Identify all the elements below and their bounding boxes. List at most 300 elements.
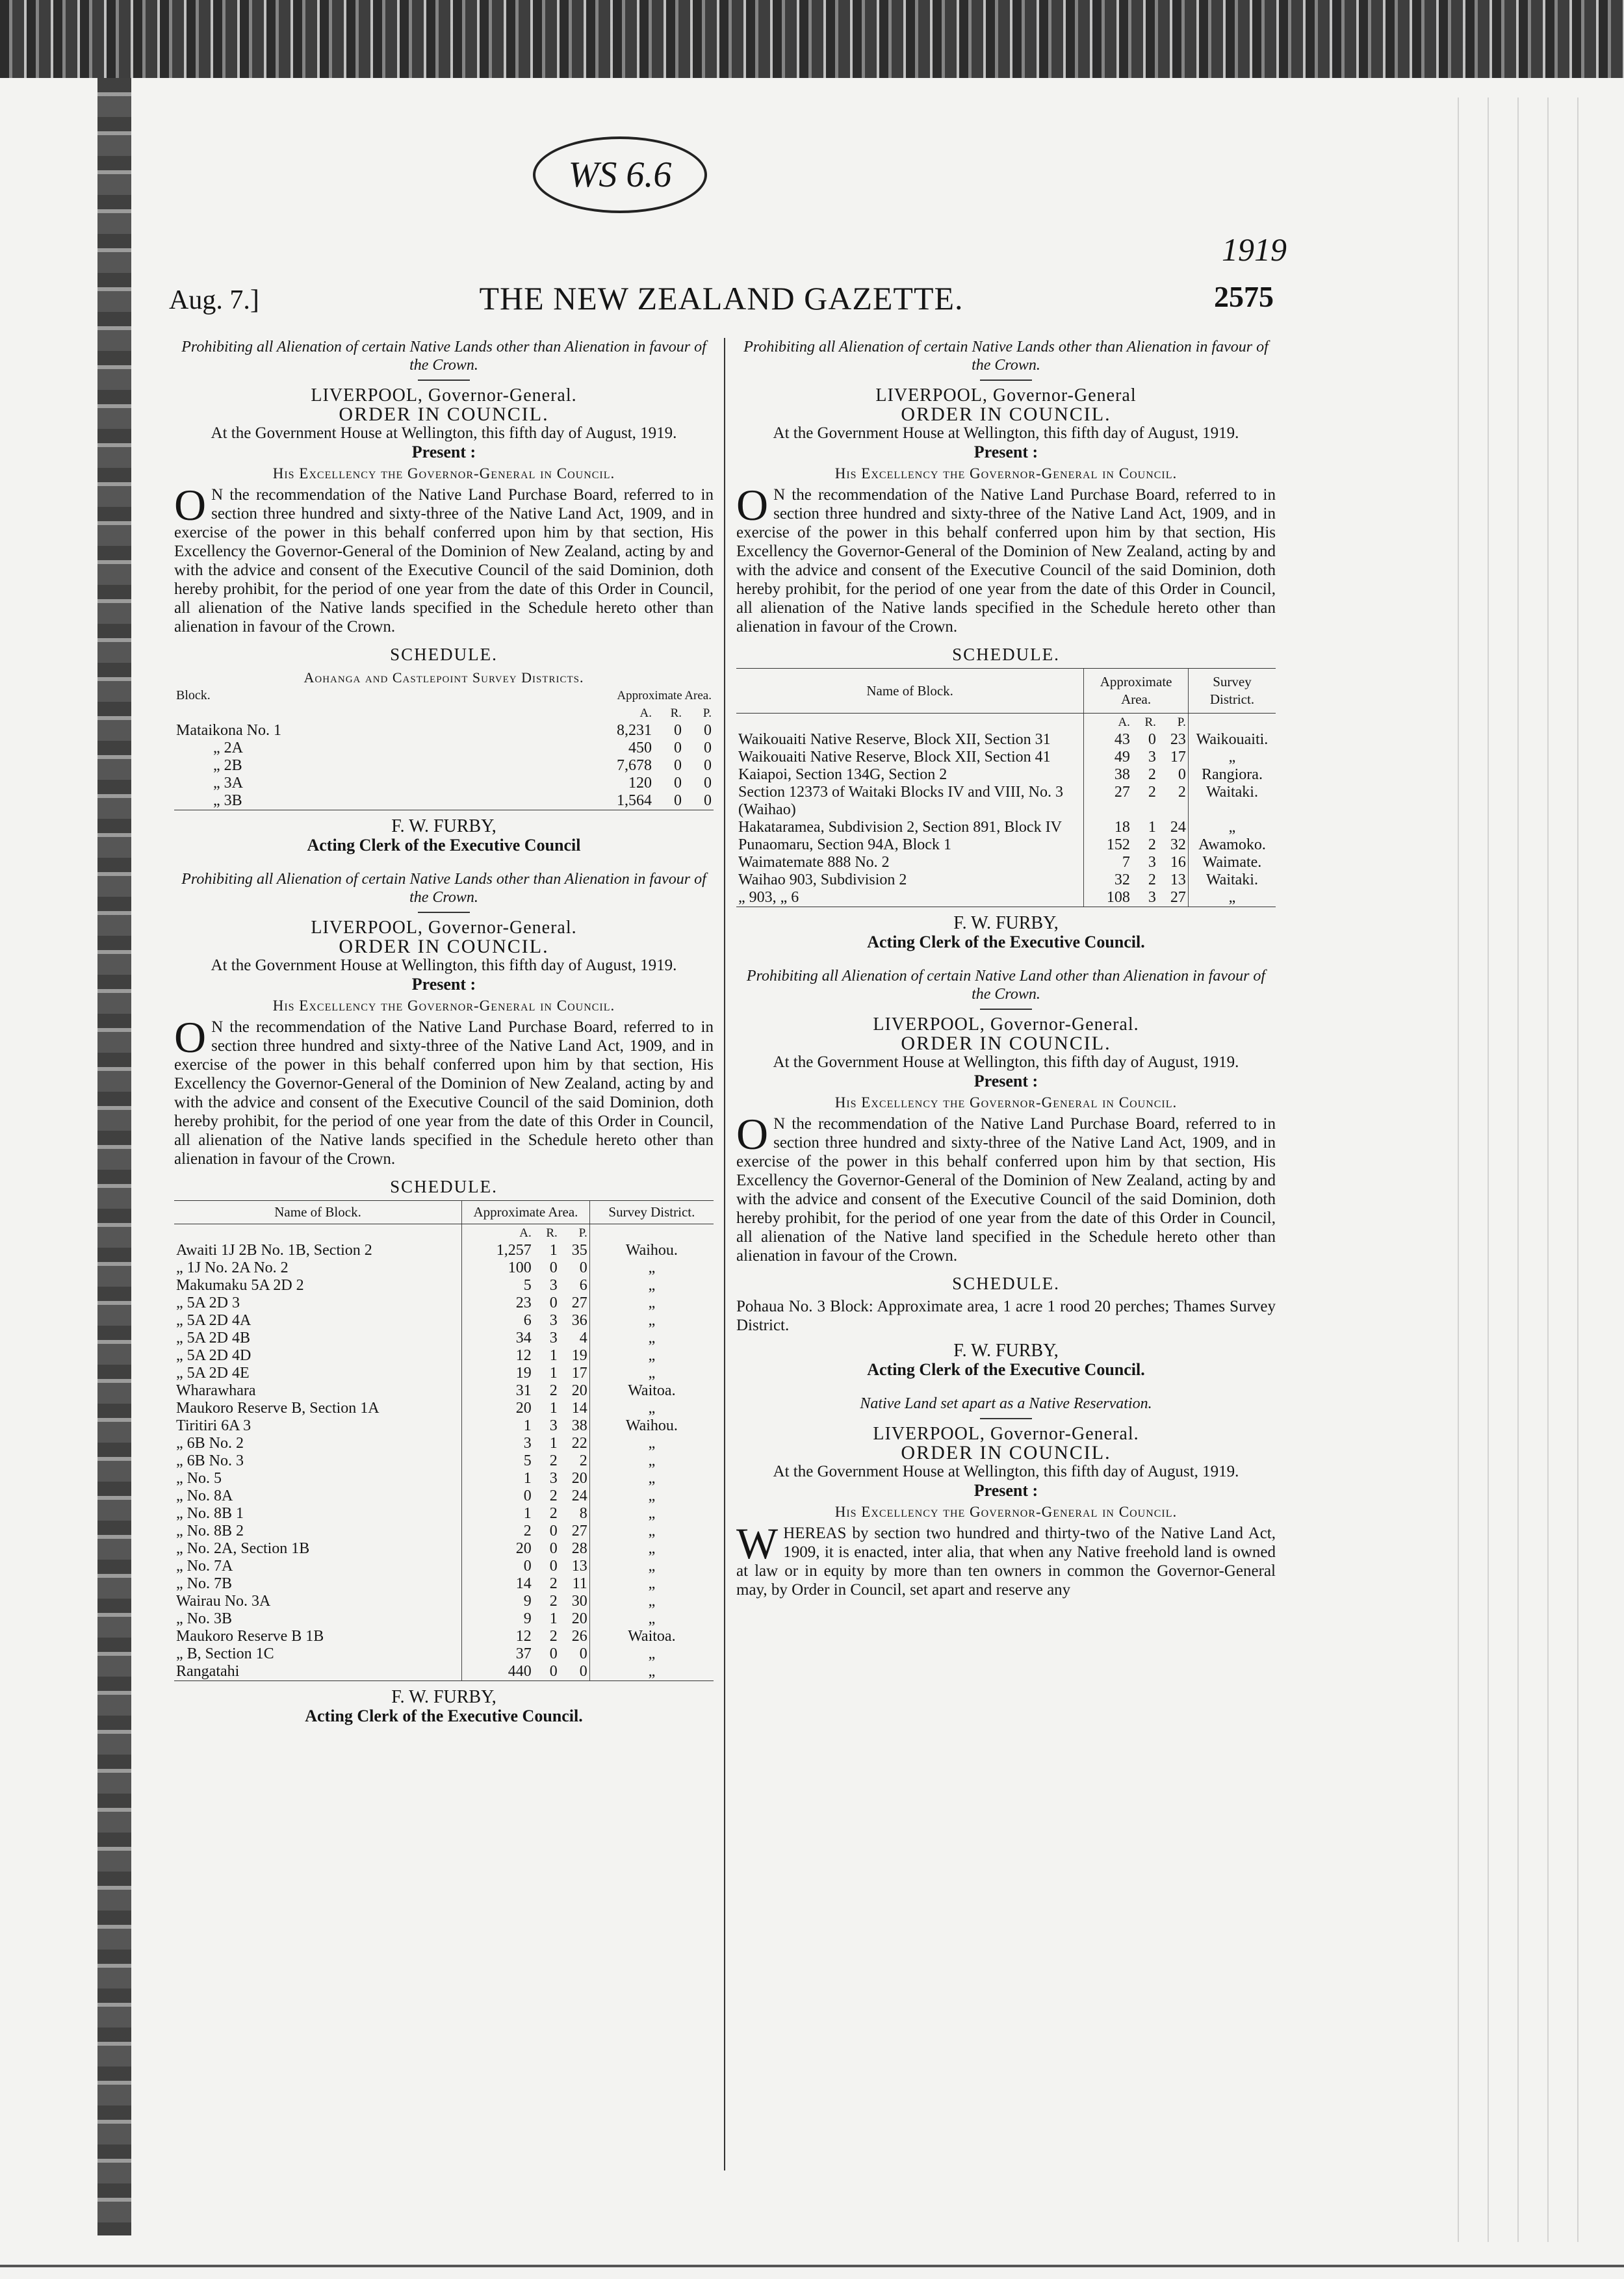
- area-acres: 100: [462, 1259, 534, 1277]
- area-perches: 38: [571, 1417, 587, 1434]
- area-perches: 0: [579, 1645, 587, 1662]
- survey-district: „: [589, 1523, 714, 1540]
- survey-district: „: [1188, 819, 1276, 836]
- area-roods: 0: [654, 792, 684, 810]
- area-roods: 1: [549, 1365, 558, 1382]
- table-row: [736, 854, 1276, 871]
- notice-body: [736, 480, 1276, 636]
- survey-districts: Aohanga and Castlepoint Survey Districts.: [303, 669, 584, 686]
- area-perches: 0: [579, 1259, 587, 1276]
- col-block-header: Block.: [176, 688, 211, 702]
- area-roods: 1: [549, 1610, 558, 1627]
- table-row: [174, 1435, 714, 1452]
- unit-perches: P.: [702, 706, 712, 720]
- his-excellency-line: His Excellency the Governor-General in Council.: [834, 1504, 1178, 1520]
- area-perches: 0: [704, 775, 712, 792]
- survey-district: „: [589, 1330, 714, 1347]
- units-row: [736, 714, 1276, 732]
- area-acres: 152: [1084, 836, 1132, 854]
- survey-district: „: [589, 1663, 714, 1681]
- place-date: At the Government House at Wellington, this fifth day of August, 1919.: [773, 424, 1239, 442]
- area-perches: 0: [704, 740, 712, 756]
- order-title: ORDER IN COUNCIL.: [339, 404, 549, 425]
- table-row: [736, 836, 1276, 854]
- page-number: 2575: [1214, 280, 1274, 313]
- survey-district: „: [589, 1558, 714, 1575]
- survey-district: „: [589, 1294, 714, 1312]
- notice-native-reservation: [736, 1395, 1276, 1599]
- block-name: Rangatahi: [174, 1663, 462, 1681]
- governor-line: LIVERPOOL, Governor-General: [875, 385, 1137, 406]
- area-perches: 30: [571, 1593, 587, 1610]
- block-name: Waikouaiti Native Reserve, Block XII, Section 31: [738, 731, 1051, 748]
- drop-cap: O: [736, 480, 769, 530]
- block-name: Hakataramea, Subdivision 2, Section 891, Block IV: [738, 819, 1062, 836]
- table-row: [174, 1347, 714, 1365]
- table-row: [736, 784, 1276, 819]
- area-roods: 3: [549, 1312, 558, 1329]
- block-name: „ No. 8A: [176, 1487, 233, 1504]
- survey-district: „: [589, 1259, 714, 1277]
- notice-awaiti: [174, 870, 714, 1725]
- block-name: „ 2B: [213, 757, 242, 774]
- block-name: „ 1J No. 2A No. 2: [176, 1259, 289, 1276]
- area-perches: 16: [1170, 854, 1186, 871]
- notice-heading: Prohibiting all Alienation of certain Native Lands other than Alienation in favour of the Crown.: [743, 339, 1269, 374]
- place-date: At the Government House at Wellington, this fifth day of August, 1919.: [773, 1463, 1239, 1480]
- schedule-title: SCHEDULE.: [390, 1177, 498, 1196]
- table-row: [174, 1663, 714, 1681]
- area-roods: 0: [549, 1259, 558, 1276]
- handwritten-year: 1919: [1222, 231, 1287, 268]
- table-row: [736, 766, 1276, 784]
- area-roods: 0: [549, 1645, 558, 1662]
- notice-heading: Prohibiting all Alienation of certain Native Land other than Alienation in favour of the Crown.: [746, 968, 1266, 1003]
- present-label: Present :: [973, 443, 1038, 461]
- area-acres: 20: [462, 1400, 534, 1417]
- area-acres: 32: [1084, 871, 1132, 889]
- area-roods: 0: [549, 1523, 558, 1539]
- order-title: ORDER IN COUNCIL.: [901, 404, 1111, 425]
- survey-district: Waitoa.: [589, 1382, 714, 1400]
- column-divider: [724, 338, 725, 2170]
- governor-line: LIVERPOOL, Governor-General.: [873, 1014, 1139, 1035]
- area-perches: 6: [579, 1277, 587, 1294]
- block-name: „ 903, „ 6: [736, 889, 1084, 907]
- unit-acres: A.: [639, 706, 652, 720]
- area-acres: 8,231: [617, 722, 652, 739]
- area-roods: 2: [549, 1382, 558, 1399]
- block-name: „ 3A: [213, 775, 243, 792]
- area-perches: 27: [571, 1523, 587, 1539]
- table-row: [174, 1382, 714, 1400]
- area-roods: 3: [549, 1277, 558, 1294]
- block-name: „ No. 8B 2: [176, 1523, 244, 1539]
- area-perches: 11: [572, 1575, 587, 1592]
- area-perches: 27: [571, 1294, 587, 1311]
- area-acres: 1,564: [528, 792, 654, 810]
- area-perches: 0: [1178, 766, 1186, 783]
- area-acres: 0: [462, 1558, 534, 1575]
- survey-district: Waimate.: [1188, 854, 1276, 871]
- signature-title: Acting Clerk of the Executive Council.: [867, 933, 1145, 951]
- col-area-header: Approximate Area.: [462, 1201, 590, 1224]
- area-acres: 20: [462, 1540, 534, 1558]
- table-row: [174, 1593, 714, 1610]
- col-area-header: Approximate Area.: [617, 689, 712, 702]
- area-acres: 3: [462, 1435, 534, 1452]
- short-rule: [980, 380, 1032, 381]
- area-roods: 3: [1148, 854, 1156, 871]
- block-name: „ 3B: [174, 792, 528, 810]
- signature-name: F. W. FURBY,: [391, 1687, 496, 1707]
- block-name: Mataikona No. 1: [176, 722, 281, 739]
- table-row: [174, 1330, 714, 1347]
- area-acres: 440: [462, 1663, 534, 1681]
- notice-body: [174, 1012, 714, 1168]
- notice-body: [736, 1109, 1276, 1265]
- signature-name: F. W. FURBY,: [953, 1341, 1059, 1361]
- table-row: [174, 792, 714, 810]
- table-row: [174, 1365, 714, 1382]
- area-roods: 0: [549, 1558, 558, 1575]
- issue-date: Aug. 7.]: [169, 285, 259, 315]
- body-text: N the recommendation of the Native Land Purchase Board, referred to in section three hundred and sixty-three of the Native Land Act, 1909, and in exercise of the power in this behalf conferred upon him by that section, His Excellency the Governor-General of the Dominion of New Zealand, acting by and with the advice and consent of the Executive Council of the said Dominion, doth hereby prohibit, for the period of one year from the date of this Order in Council, all alienation of the Native land specified in the Schedule hereto other than alienation in favour of the Crown.: [736, 1115, 1276, 1265]
- notice-heading: Prohibiting all Alienation of certain Native Lands other than Alienation in favour of the Crown.: [181, 339, 706, 374]
- survey-district: „: [589, 1505, 714, 1523]
- area-perches: 20: [571, 1610, 587, 1627]
- block-name: Waimatemate 888 No. 2: [738, 854, 890, 871]
- order-title: ORDER IN COUNCIL.: [339, 936, 549, 957]
- survey-district: „: [589, 1435, 714, 1452]
- area-perches: 17: [1170, 749, 1186, 766]
- area-perches: 14: [571, 1400, 587, 1417]
- short-rule: [980, 1418, 1032, 1419]
- survey-district: „: [1188, 889, 1276, 907]
- governor-line: LIVERPOOL, Governor-General.: [311, 918, 577, 938]
- block-name: Maukoro Reserve B 1B: [176, 1628, 324, 1645]
- area-roods: 0: [1148, 731, 1156, 748]
- survey-district: Rangiora.: [1188, 766, 1276, 784]
- unit-roods: R.: [670, 706, 682, 720]
- area-roods: 2: [1148, 766, 1156, 783]
- block-name: Maukoro Reserve B, Section 1A: [176, 1400, 380, 1417]
- short-rule: [418, 912, 470, 913]
- col-area-header: Approximate Area.: [1084, 669, 1189, 714]
- signature-title: Acting Clerk of the Executive Council.: [867, 1360, 1145, 1379]
- block-name: „ 5A 2D 3: [176, 1294, 240, 1311]
- signature-title: Acting Clerk of the Executive Council: [307, 836, 581, 855]
- area-perches: 24: [571, 1487, 587, 1504]
- block-name: „ 6B No. 3: [176, 1452, 244, 1469]
- block-name: Wharawhara: [176, 1382, 256, 1399]
- area-acres: 34: [462, 1330, 534, 1347]
- table-row: [736, 889, 1276, 907]
- body-text: N the recommendation of the Native Land Purchase Board, referred to in section three hundred and sixty-three of the Native Land Act, 1909, and in exercise of the power in this behalf conferred upon him by that section, His Excellency the Governor-General of the Dominion of New Zealand, acting by and with the advice and consent of the Executive Council of the said Dominion, doth hereby prohibit, for the period of one year from the date of this Order in Council, all alienation of the Native lands specified in the Schedule hereto other than alienation in favour of the Crown.: [174, 1018, 714, 1168]
- area-acres: 9: [462, 1593, 534, 1610]
- area-roods: 0: [549, 1540, 558, 1557]
- scan-border-bottom: [0, 2265, 1624, 2267]
- area-acres: 23: [462, 1294, 534, 1312]
- unit-roods: R.: [546, 1226, 558, 1240]
- area-perches: 13: [571, 1558, 587, 1575]
- his-excellency-line: His Excellency the Governor-General in Council.: [834, 1094, 1178, 1111]
- survey-district: „: [589, 1347, 714, 1365]
- survey-district: „: [589, 1487, 714, 1505]
- survey-district: „: [589, 1593, 714, 1610]
- handwritten-reference-stamp: [533, 136, 707, 213]
- area-acres: 49: [1084, 749, 1132, 766]
- area-acres: 38: [1084, 766, 1132, 784]
- scan-border-top: [0, 0, 1624, 78]
- units-row: [174, 1224, 714, 1243]
- area-roods: 3: [1148, 749, 1156, 766]
- area-perches: 0: [560, 1663, 590, 1681]
- left-column: [174, 338, 714, 1741]
- notice-body: [736, 1519, 1276, 1599]
- area-acres: 1,257: [462, 1242, 534, 1259]
- table-row: [174, 1452, 714, 1470]
- area-roods: 0: [674, 740, 682, 756]
- area-acres: 450: [628, 740, 652, 756]
- area-perches: 27: [1158, 889, 1189, 907]
- governor-line: LIVERPOOL, Governor-General.: [873, 1424, 1139, 1444]
- notice-body: [174, 480, 714, 636]
- table-row: [174, 1417, 714, 1435]
- table-row: [174, 1610, 714, 1628]
- schedule-title: SCHEDULE.: [952, 645, 1060, 664]
- block-name: „ No. 5: [176, 1470, 222, 1487]
- table-row: [736, 749, 1276, 766]
- table-row: [174, 1242, 714, 1259]
- area-roods: 2: [1148, 836, 1156, 853]
- block-name: „ No. 2A, Section 1B: [176, 1540, 310, 1557]
- area-acres: 108: [1084, 889, 1132, 907]
- notice-pohaua: [736, 967, 1276, 1379]
- table-row: [174, 757, 714, 775]
- present-label: Present :: [973, 1481, 1038, 1500]
- present-label: Present :: [411, 975, 476, 994]
- block-name: „ 5A 2D 4A: [176, 1312, 251, 1329]
- area-roods: 1: [549, 1400, 558, 1417]
- area-perches: 13: [1170, 871, 1186, 888]
- survey-district: „: [589, 1610, 714, 1628]
- present-label: Present :: [973, 1072, 1038, 1090]
- survey-district: Waihou.: [589, 1242, 714, 1259]
- area-perches: 19: [571, 1347, 587, 1364]
- block-name: Waihao 903, Subdivision 2: [738, 871, 907, 888]
- unit-acres: A.: [1084, 714, 1132, 732]
- area-acres: 7,678: [617, 757, 652, 774]
- table-row: [174, 1487, 714, 1505]
- block-name: „ 5A 2D 4E: [176, 1365, 250, 1382]
- table-row: [174, 1259, 714, 1277]
- area-perches: 0: [704, 757, 712, 774]
- area-perches: 20: [571, 1382, 587, 1399]
- area-acres: 1: [462, 1505, 534, 1523]
- order-title: ORDER IN COUNCIL.: [901, 1442, 1111, 1463]
- area-acres: 1: [462, 1417, 534, 1435]
- table-row: [174, 1558, 714, 1575]
- col-name-header: Name of Block.: [174, 1201, 462, 1224]
- area-perches: 28: [571, 1540, 587, 1557]
- block-name: „ No. 8B 1: [176, 1505, 244, 1522]
- area-acres: 31: [462, 1382, 534, 1400]
- survey-district: „: [589, 1400, 714, 1417]
- table-row: [736, 871, 1276, 889]
- area-acres: 2: [462, 1523, 534, 1540]
- unit-perches: P.: [578, 1226, 587, 1240]
- order-title: ORDER IN COUNCIL.: [901, 1033, 1111, 1054]
- table-row: [174, 1312, 714, 1330]
- survey-district: „: [589, 1540, 714, 1558]
- block-name: Waikouaiti Native Reserve, Block XII, Section 41: [738, 749, 1051, 766]
- area-roods: 0: [674, 722, 682, 739]
- block-name: „ 5A 2D 4B: [176, 1330, 250, 1346]
- area-roods: 3: [549, 1470, 558, 1487]
- block-name: „ 5A 2D 4D: [176, 1347, 251, 1364]
- area-roods: 2: [549, 1628, 558, 1645]
- schedule-entry: Pohaua No. 3 Block: Approximate area, 1 acre 1 rood 20 perches; Thames Survey District.: [736, 1298, 1276, 1334]
- table-row: [174, 1505, 714, 1523]
- block-name: „ B, Section 1C: [176, 1645, 274, 1662]
- area-acres: 19: [462, 1365, 534, 1382]
- scan-border-right: [1446, 97, 1602, 2242]
- block-name: „ No. 7A: [176, 1558, 233, 1575]
- area-acres: 7: [1084, 854, 1132, 871]
- area-roods: 2: [1148, 784, 1156, 801]
- area-perches: 8: [579, 1505, 587, 1522]
- area-acres: 1: [462, 1470, 534, 1487]
- block-name: Section 12373 of Waitaki Blocks IV and VIII, No. 3 (Waihao): [738, 784, 1064, 818]
- area-acres: 120: [628, 775, 652, 792]
- area-perches: 0: [684, 792, 714, 810]
- area-roods: 2: [549, 1487, 558, 1504]
- area-acres: 12: [462, 1628, 534, 1645]
- area-perches: 35: [571, 1242, 587, 1259]
- notice-heading: Native Land set apart as a Native Reservation.: [860, 1395, 1152, 1412]
- table-row: [736, 819, 1276, 836]
- area-acres: 37: [462, 1645, 534, 1663]
- present-label: Present :: [411, 443, 476, 461]
- unit-acres: A.: [462, 1224, 534, 1243]
- block-name: „ No. 7B: [176, 1575, 232, 1592]
- area-perches: 36: [571, 1312, 587, 1329]
- signature-name: F. W. FURBY,: [953, 913, 1059, 933]
- block-name: Tiritiri 6A 3: [176, 1417, 251, 1434]
- survey-district: Waihou.: [589, 1417, 714, 1435]
- his-excellency-line: His Excellency the Governor-General in Council.: [272, 465, 615, 482]
- area-perches: 23: [1170, 731, 1186, 748]
- area-acres: 43: [1084, 731, 1132, 749]
- area-roods: 0: [674, 775, 682, 792]
- area-perches: 26: [571, 1628, 587, 1645]
- area-roods: 2: [549, 1593, 558, 1610]
- area-roods: 3: [549, 1417, 558, 1434]
- place-date: At the Government House at Wellington, this fifth day of August, 1919.: [211, 424, 677, 442]
- body-text: N the recommendation of the Native Land Purchase Board, referred to in section three hundred and sixty-three of the Native Land Act, 1909, and in exercise of the power in this behalf conferred upon him by that section, His Excellency the Governor-General of the Dominion of New Zealand, acting by and with the advice and consent of the Executive Council of the said Dominion, doth hereby prohibit, for the period of one year from the date of this Order in Council, all alienation of the Native lands specified in the Schedule hereto other than alienation in favour of the Crown.: [736, 486, 1276, 636]
- table-header-row: [736, 669, 1276, 714]
- area-perches: 2: [579, 1452, 587, 1469]
- table-row: [736, 731, 1276, 749]
- col-district-header: Survey District.: [1188, 669, 1276, 714]
- short-rule: [980, 1009, 1032, 1010]
- notice-heading: Prohibiting all Alienation of certain Native Lands other than Alienation in favour of the Crown.: [181, 871, 706, 906]
- short-rule: [418, 380, 470, 381]
- col-district-header: Survey District.: [589, 1201, 714, 1224]
- unit-roods: R.: [1144, 715, 1156, 729]
- block-name: „ 2A: [213, 740, 243, 756]
- survey-district: Awamoko.: [1188, 836, 1276, 854]
- schedule-table-waikouaiti: [736, 668, 1276, 907]
- area-perches: 24: [1170, 819, 1186, 836]
- drop-cap: O: [174, 480, 207, 530]
- schedule-title: SCHEDULE.: [390, 645, 498, 664]
- drop-cap: W: [736, 1519, 779, 1568]
- body-text: N the recommendation of the Native Land Purchase Board, referred to in section three hundred and sixty-three of the Native Land Act, 1909, and in exercise of the power in this behalf conferred upon him by that section, His Excellency the Governor-General of the Dominion of New Zealand, acting by and with the advice and consent of the Executive Council of the said Dominion, doth hereby prohibit, for the period of one year from the date of this Order in Council, all alienation of the Native lands specified in the Schedule hereto other than alienation in favour of the Crown.: [174, 486, 714, 636]
- table-row: [174, 1523, 714, 1540]
- area-perches: 4: [579, 1330, 587, 1346]
- governor-line: LIVERPOOL, Governor-General.: [311, 385, 577, 406]
- survey-district: „: [589, 1645, 714, 1663]
- block-name: Awaiti 1J 2B No. 1B, Section 2: [176, 1242, 372, 1259]
- survey-district: Waitaki.: [1188, 784, 1276, 819]
- survey-district: „: [589, 1365, 714, 1382]
- survey-district: „: [1188, 749, 1276, 766]
- area-perches: 17: [571, 1365, 587, 1382]
- block-name: „ 6B No. 2: [176, 1435, 244, 1452]
- his-excellency-line: His Excellency the Governor-General in Council.: [834, 465, 1178, 482]
- survey-district: Waitaki.: [1188, 871, 1276, 889]
- place-date: At the Government House at Wellington, this fifth day of August, 1919.: [773, 1053, 1239, 1071]
- area-roods: 0: [534, 1663, 560, 1681]
- body-text: HEREAS by section two hundred and thirty-two of the Native Land Act, 1909, it is enacted, inter alia, that when any Native freehold land is owned at law or in equity by more than ten owners in common the Governor-General may, by Order in Council, set apart and reserve any: [736, 1525, 1276, 1599]
- schedule-table-awaiti: [174, 1200, 714, 1681]
- gazette-title: THE NEW ZEALAND GAZETTE.: [479, 280, 964, 316]
- table-row: [174, 722, 714, 740]
- area-acres: 18: [1084, 819, 1132, 836]
- area-acres: 9: [462, 1610, 534, 1628]
- area-roods: 0: [549, 1294, 558, 1311]
- table-header-row: [174, 687, 714, 704]
- survey-district: „: [589, 1277, 714, 1294]
- table-row: [174, 775, 714, 792]
- area-roods: 1: [1148, 819, 1156, 836]
- area-acres: 14: [462, 1575, 534, 1593]
- area-perches: 22: [571, 1435, 587, 1452]
- area-roods: 2: [1148, 871, 1156, 888]
- stamp-text: WS 6.6: [568, 155, 672, 195]
- block-name: Makumaku 5A 2D 2: [176, 1277, 304, 1294]
- notice-waikouaiti: [736, 338, 1276, 951]
- survey-district: Waikouaiti.: [1188, 731, 1276, 749]
- table-row: [174, 1575, 714, 1593]
- scan-border-left: [97, 78, 131, 2235]
- table-row: [174, 1628, 714, 1645]
- table-row: [174, 1540, 714, 1558]
- area-perches: 2: [1178, 784, 1186, 801]
- drop-cap: O: [736, 1109, 769, 1159]
- area-acres: 5: [462, 1277, 534, 1294]
- area-acres: 5: [462, 1452, 534, 1470]
- block-name: Wairau No. 3A: [176, 1593, 271, 1610]
- area-perches: 32: [1170, 836, 1186, 853]
- his-excellency-line: His Excellency the Governor-General in Council.: [272, 998, 615, 1014]
- place-date: At the Government House at Wellington, this fifth day of August, 1919.: [211, 957, 677, 974]
- table-row: [174, 1470, 714, 1487]
- area-roods: 1: [549, 1347, 558, 1364]
- area-roods: 0: [674, 757, 682, 774]
